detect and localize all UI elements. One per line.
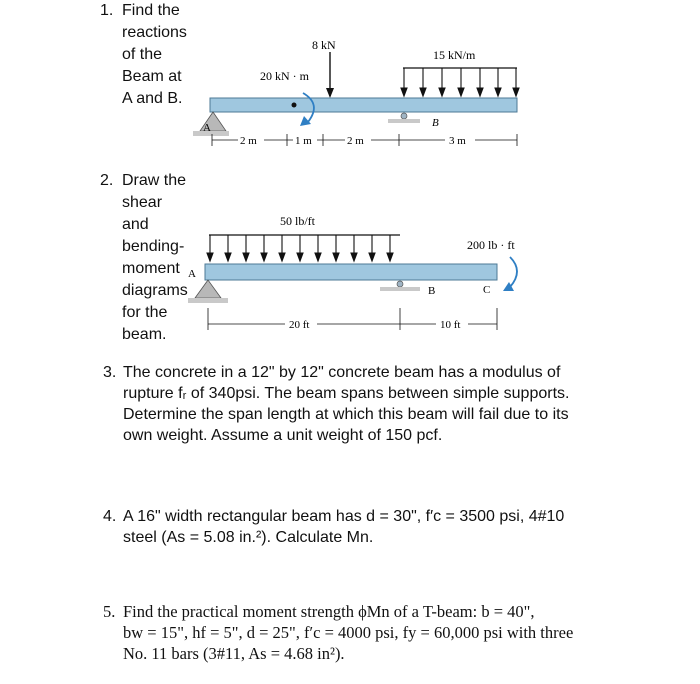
dimension-4: 3 m: [449, 135, 466, 147]
pin-support-a: [195, 280, 221, 298]
question-number: 4.: [103, 508, 117, 525]
point-load-label: 8 kN: [312, 38, 336, 52]
moment-point: [292, 103, 297, 108]
text-line: No. 11 bars (3#11, As = 4.68 in²).: [123, 644, 345, 663]
label-a: A: [188, 268, 196, 280]
dimension-1: 2 m: [240, 135, 257, 147]
dimension-1: 20 ft: [289, 319, 310, 331]
text-line: bw = 15", hf = 5", d = 25", f′c = 4000 psi, fy = 60,000 psi with three: [123, 623, 574, 642]
question-text: Draw the shear and bending-moment diagrams for the beam.: [122, 172, 188, 343]
text-line: steel (As = 5.08 in.²). Calculate Mn.: [123, 529, 374, 546]
text-line: Determine the span length at which this beam will fail due to its: [123, 406, 569, 423]
text-line: The concrete in a 12" by 12" concrete beam has a modulus of: [123, 364, 561, 381]
label-a: A: [203, 122, 211, 134]
moment-arrow: [510, 257, 517, 287]
question-number: 5.: [103, 602, 116, 621]
question-number: 1.: [100, 2, 114, 19]
moment-label: 20 kN · m: [260, 69, 309, 83]
question-text: [123, 506, 564, 548]
question-text: [123, 362, 569, 446]
question-text: Find the reactions of the Beam at A and B.: [122, 2, 187, 107]
figure-2-beam: [0, 205, 700, 345]
dimension-2: 10 ft: [440, 319, 461, 331]
distributed-load-arrows: [401, 68, 519, 96]
roller-support-b: [397, 281, 403, 287]
dimension-2: 1 m: [295, 135, 312, 147]
label-b: B: [428, 285, 436, 297]
text-line: rupture fᵣ of 340psi. The beam spans between simple supports.: [123, 385, 570, 402]
distributed-load-label: 15 kN/m: [433, 48, 476, 62]
label-c: C: [483, 284, 491, 296]
moment-label: 200 lb · ft: [467, 238, 515, 252]
distributed-load-arrows: [207, 235, 393, 261]
point-load-arrowhead: [326, 88, 334, 98]
text-line: A 16" width rectangular beam has d = 30", f′c = 3500 psi, 4#10: [123, 508, 565, 525]
label-b: B: [432, 117, 439, 129]
beam-1: [210, 98, 517, 112]
text-line: own weight. Assume a unit weight of 150 pcf.: [123, 427, 443, 444]
text-line: Find the practical moment strength ϕMn of a T-beam: b = 40",: [123, 602, 535, 621]
beam-2: [205, 264, 497, 280]
roller-support-b: [401, 113, 407, 119]
question-text: [123, 601, 573, 664]
dimension-3: 2 m: [347, 135, 364, 147]
question-number: 3.: [103, 364, 117, 381]
distributed-load-label: 50 lb/ft: [280, 214, 315, 228]
question-number: 2.: [100, 172, 114, 189]
